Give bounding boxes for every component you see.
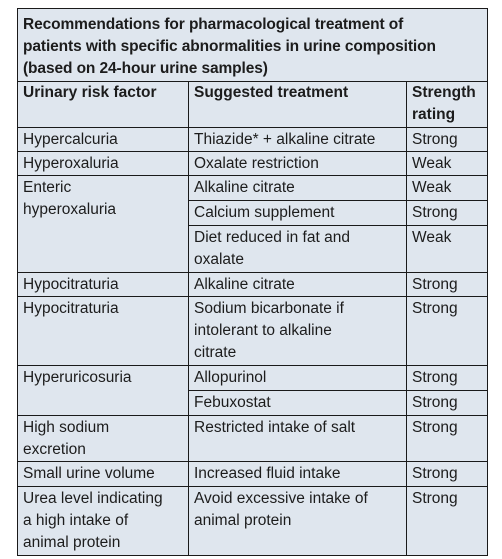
title-line: (based on 24-hour urine samples) [23,60,268,77]
row-divider [18,175,487,176]
title-line: patients with specific abnormalities in urine composition [23,38,436,55]
risk-cell: Urea level indicating [23,490,163,507]
rating-cell: Strong [412,490,458,507]
rating-cell: Strong [412,300,458,317]
row-divider [18,127,487,128]
risk-cell: Hypocitraturia [23,300,119,317]
risk-cell: a high intake of [23,512,129,529]
sub-row-divider [188,390,487,391]
treatment-cell: citrate [194,344,237,361]
risk-cell: Small urine volume [23,465,155,482]
row-divider [18,365,487,366]
treatment-cell: Diet reduced in fat and [194,229,350,246]
column-divider [188,81,189,555]
treatment-cell: Alkaline citrate [194,276,295,293]
row-divider [18,296,487,297]
treatment-cell: Restricted intake of salt [194,419,356,436]
treatment-cell: Increased fluid intake [194,465,341,482]
treatment-cell: Alkaline citrate [194,179,295,196]
treatment-cell: intolerant to alkaline [194,322,332,339]
treatment-cell: Avoid excessive intake of [194,490,368,507]
treatment-cell: Calcium supplement [194,204,335,221]
treatment-cell: Sodium bicarbonate if [194,300,344,317]
rating-cell: Strong [412,369,458,386]
rating-cell: Strong [412,131,458,148]
rating-cell: Strong [412,465,458,482]
header-treatment: Suggested treatment [194,84,349,101]
risk-cell: High sodium [23,419,110,436]
row-divider [18,415,487,416]
treatment-cell: oxalate [194,251,244,268]
row-divider [18,81,487,82]
rating-cell: Strong [412,204,458,221]
rating-cell: Weak [412,155,452,172]
risk-cell: Enteric [23,179,72,196]
header-risk-factor: Urinary risk factor [23,84,157,101]
sub-row-divider [188,200,487,201]
risk-cell: Hyperoxaluria [23,155,119,172]
sub-row-divider [188,225,487,226]
rating-cell: Weak [412,179,452,196]
risk-cell: excretion [23,441,86,458]
risk-cell: hyperoxaluria [23,201,117,218]
column-divider [406,81,407,555]
treatment-cell: Oxalate restriction [194,155,319,172]
row-divider [18,486,487,487]
treatment-cell: Febuxostat [194,394,271,411]
header-strength: Strength [412,84,476,101]
risk-cell: Hypercalcuria [23,131,118,148]
title-line: Recommendations for pharmacological treatment of [23,16,404,33]
header-rating: rating [412,106,456,123]
row-divider [18,272,487,273]
row-divider [18,151,487,152]
row-divider [18,461,487,462]
rating-cell: Strong [412,394,458,411]
treatment-cell: Thiazide* + alkaline citrate [194,131,376,148]
treatment-cell: animal protein [194,512,292,529]
risk-cell: Hypocitraturia [23,276,119,293]
risk-cell: animal protein [23,534,121,551]
rating-cell: Strong [412,276,458,293]
recommendations-table [17,8,488,556]
risk-cell: Hyperuricosuria [23,369,132,386]
table-grid [18,9,487,555]
rating-cell: Weak [412,229,452,246]
rating-cell: Strong [412,419,458,436]
treatment-cell: Allopurinol [194,369,267,386]
